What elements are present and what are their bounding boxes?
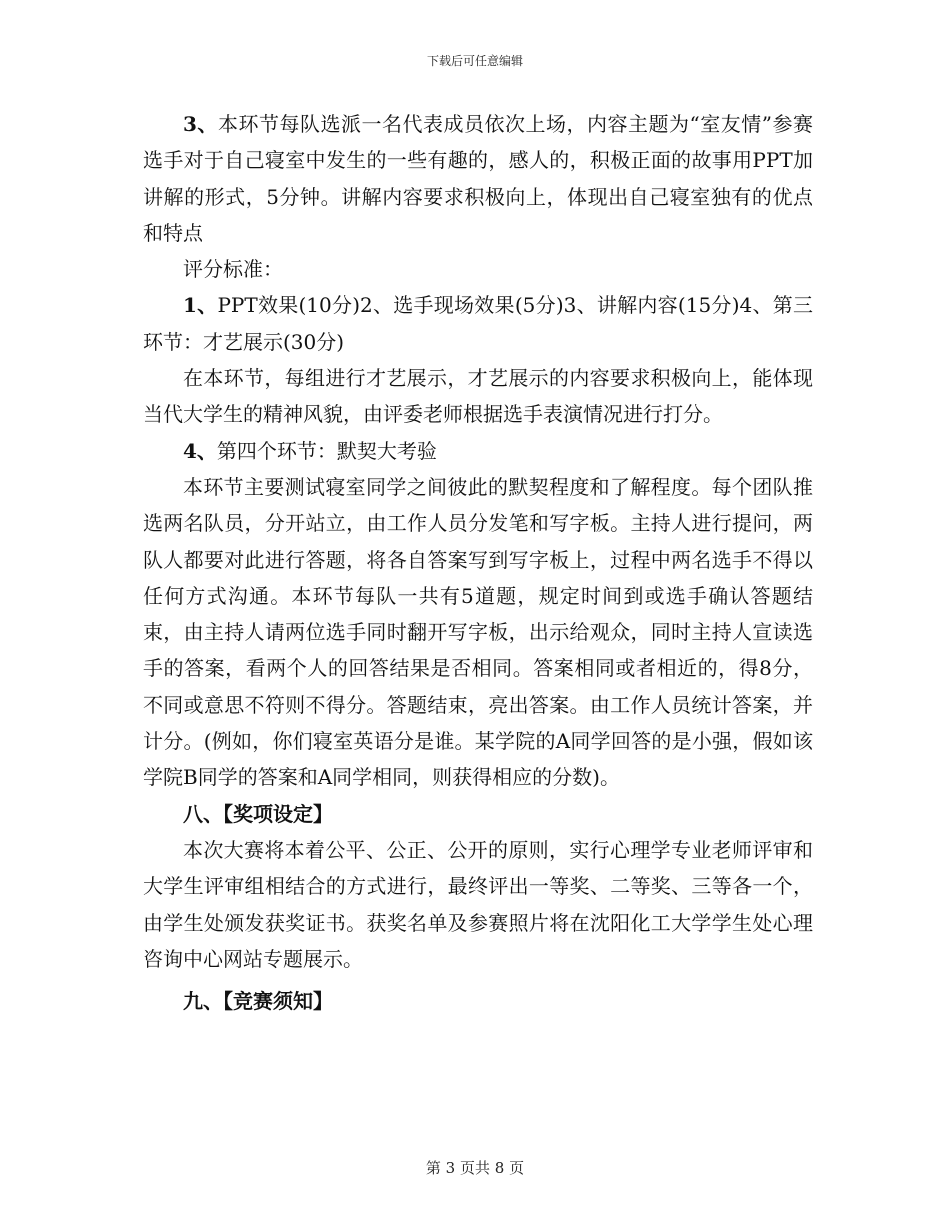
paragraph-awards: 本次大赛将本着公平、公正、公开的原则，实行心理学专业老师评审和大学生评审组相结合的方式进行，最终评出一等奖、二等奖、三等各一个，由学生处颁发获奖证书。获奖名单及参赛照片将在沈阳化工大学学生处心理咨询中心网站专题展示。 bbox=[143, 837, 813, 971]
paragraph-text: 第四个环节：默契大考验 bbox=[216, 438, 437, 463]
paragraph-section-3 bbox=[143, 106, 813, 251]
page-footer: 第 3 页共 8 页 bbox=[425, 1159, 525, 1177]
paragraph-section-4 bbox=[143, 433, 813, 469]
heading-competition-notice: 九、【竞赛须知】 bbox=[183, 989, 333, 1014]
document-body bbox=[143, 106, 813, 1019]
paragraph-number: 4、 bbox=[183, 438, 217, 463]
paragraph-talent-show: 在本环节，每组进行才艺展示，才艺展示的内容要求积极向上，能体现当代大学生的精神风貌，由评委老师根据选手表演情况进行打分。 bbox=[143, 366, 813, 427]
page-header: 下载后可任意编辑 bbox=[426, 54, 523, 68]
paragraph-tacit-test: 本环节主要测试寝室同学之间彼此的默契程度和了解程度。每个团队推选两名队员，分开站立，由工作人员分发笔和写字板。主持人进行提问，两队人都要对此进行答题，将各自答案写到写字板上，过程中两名选手不得以任何方式沟通。本环节每队一共有5道题，规定时间到或选手确认答题结束，由主持人请两位选手同时翻开写字板，出示给观众，同时主持人宣读选手的答案，看两个人的回答结果是否相同。答案相同或者相近的，得8分，不同或意思不符则不得分。答题结束，亮出答案。由工作人员统计答案，并计分。(例如，你们寝室英语分是谁。某学院的A同学回答的是小强，假如该学院B同学的答案和A同学相同，则获得相应的分数)。 bbox=[143, 474, 813, 790]
scoring-criteria-label: 评分标准： bbox=[183, 257, 283, 282]
paragraph-number: 3、 bbox=[183, 112, 218, 136]
paragraph-text: 本环节每队选派一名代表成员依次上场，内容主题为“室友情”参赛选手对于自己寝室中发生的一些有趣的，感人的，积极正面的故事用PPT加讲解的形式，5分钟。讲解内容要求积极向上，体现出自己寝室独有的优点和特点 bbox=[143, 112, 814, 245]
paragraph-scoring-items bbox=[143, 287, 813, 360]
paragraph-text: PPT效果(10分)2、选手现场效果(5分)3、讲解内容(15分)4、第三环节：才艺展示(30分) bbox=[143, 293, 813, 354]
heading-awards: 八、【奖项设定】 bbox=[183, 801, 333, 826]
paragraph-number: 1、 bbox=[183, 293, 218, 318]
